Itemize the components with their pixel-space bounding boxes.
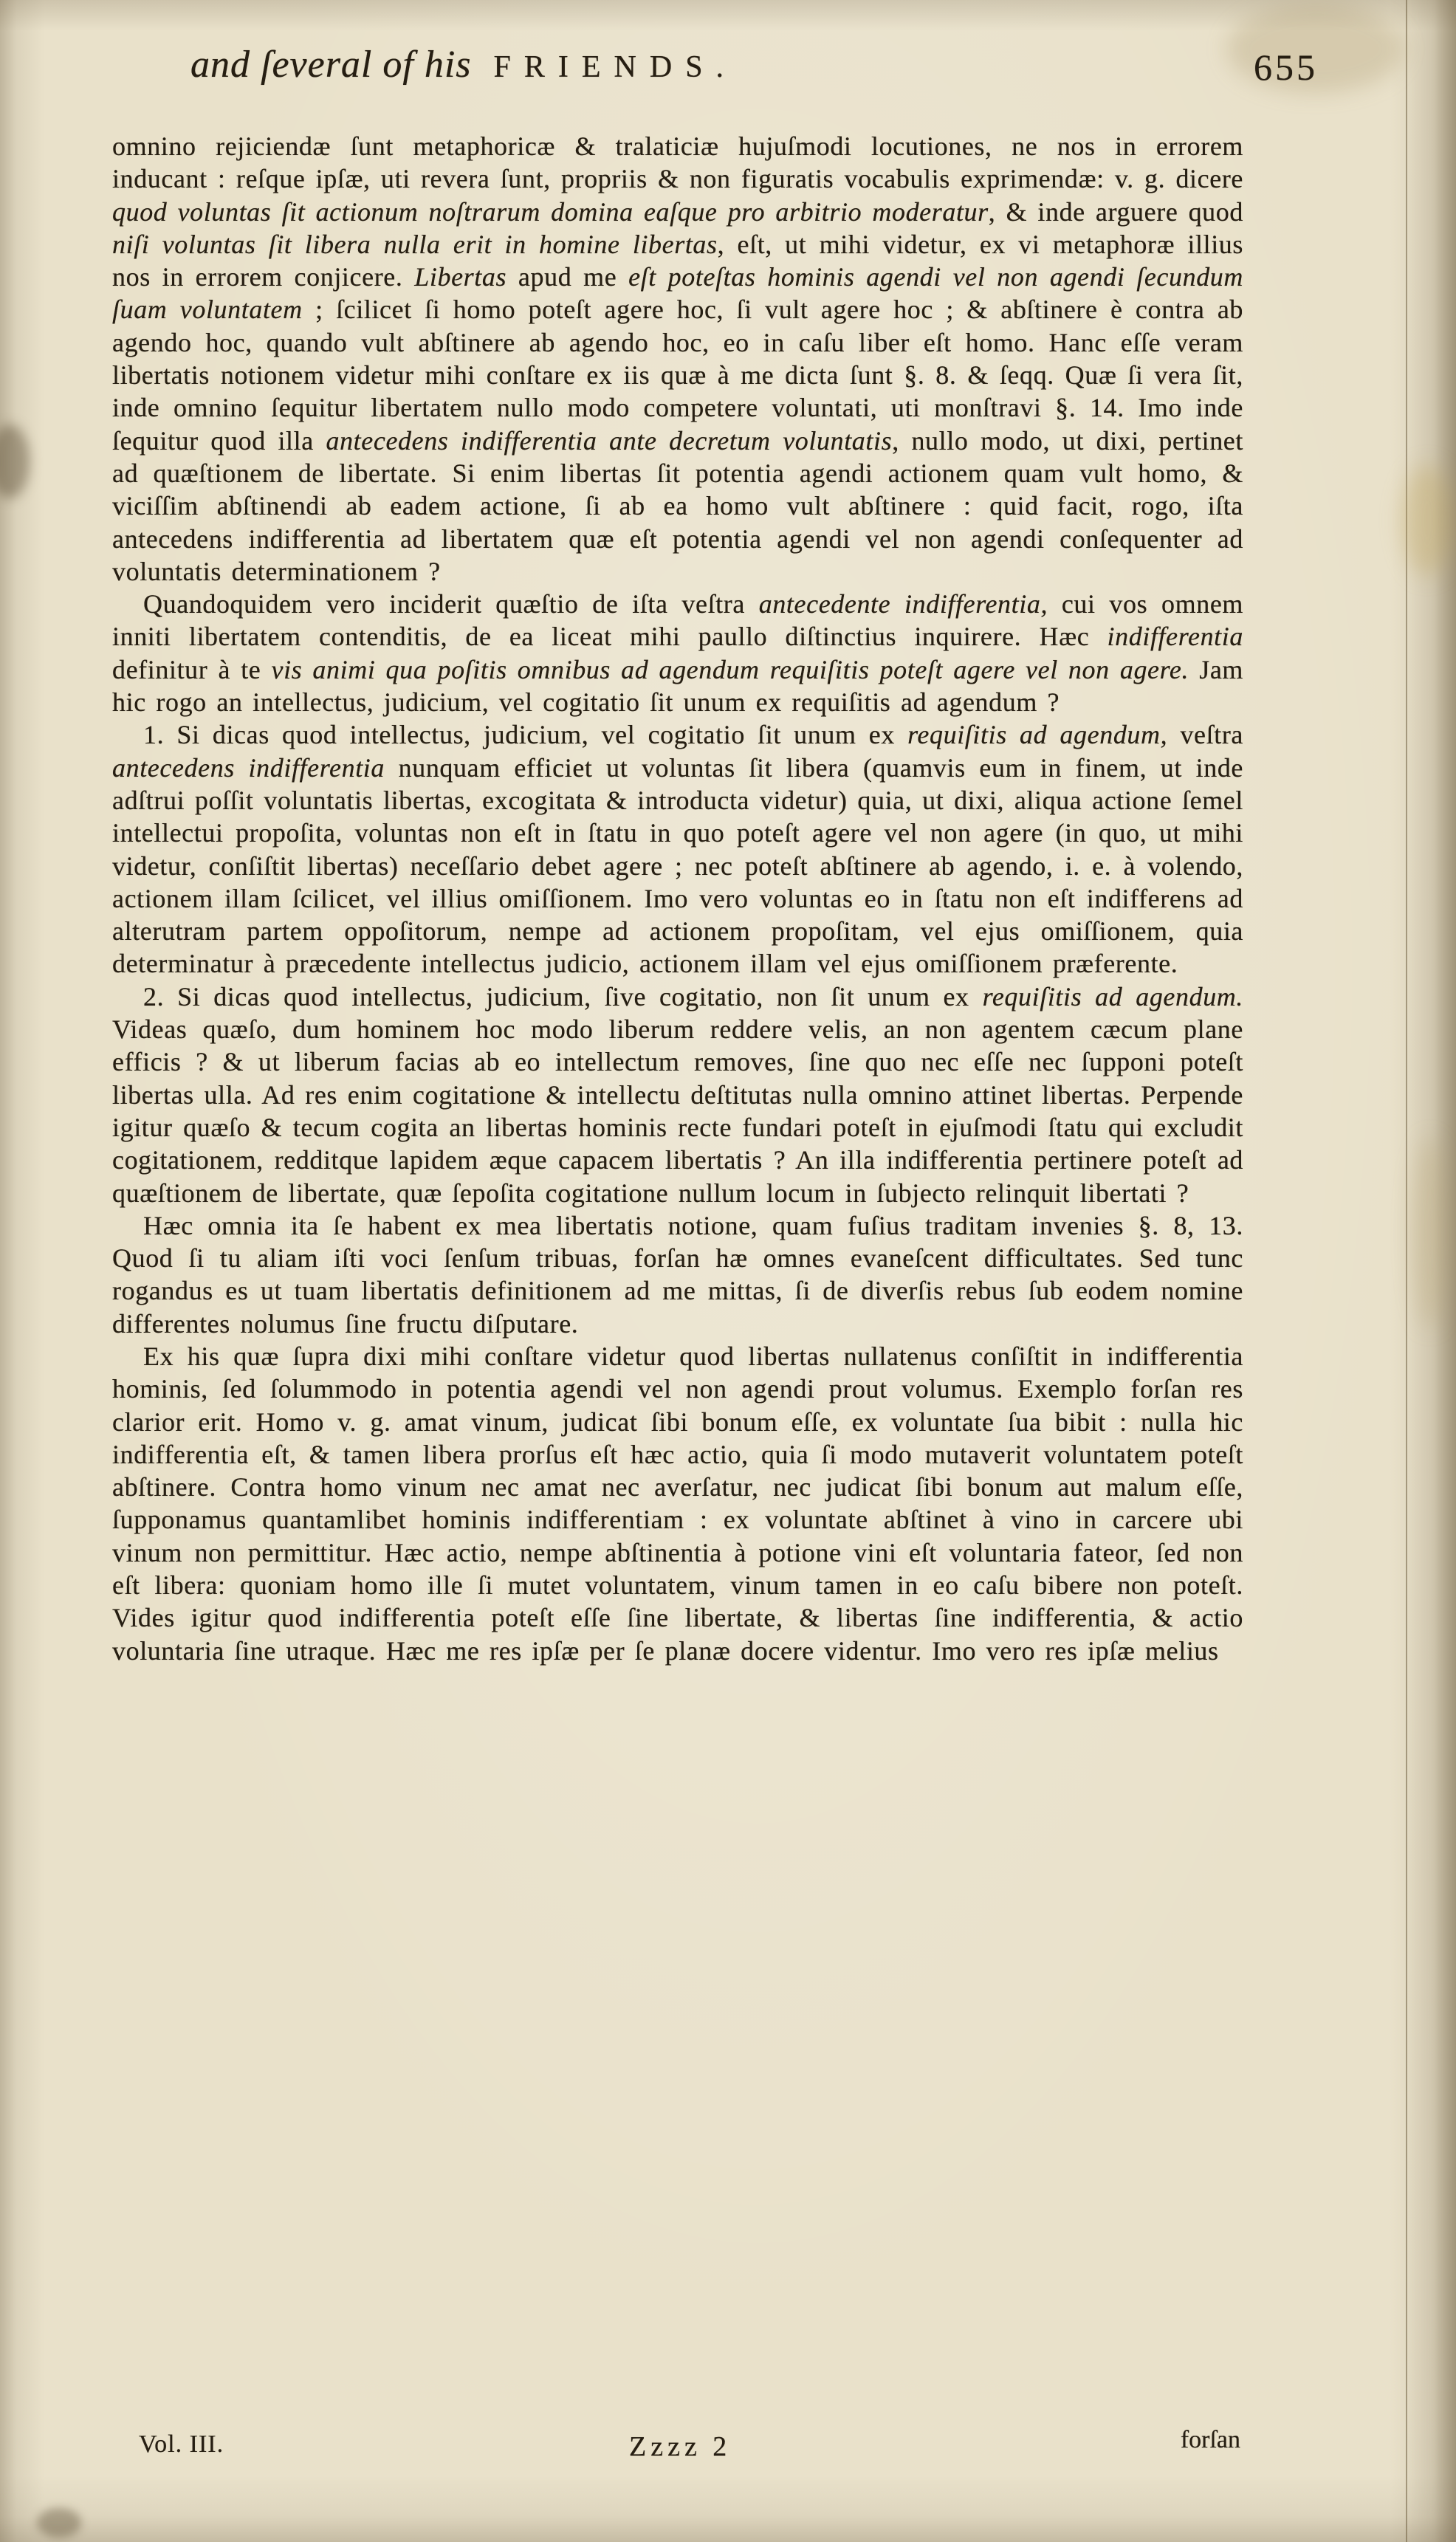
running-title-italic: and ſeveral of his [190, 44, 472, 86]
running-header [0, 43, 1456, 109]
paragraph [112, 1209, 1243, 1340]
italic-text-segment: indifferentia [1107, 622, 1243, 652]
page-body [112, 130, 1243, 1667]
paragraph [112, 718, 1243, 980]
text-segment: nunquam efficiet ut voluntas ſit libera (quamvis eum in finem, ut inde adſtrui poſſit voluntatis libertas, excogitata & introducta videtur) quia, ut dixi, aliqua actione ſemel intellectui propoſita, voluntas non eſt in ſtatu in quo poteſt agere vel non agere (in quo, ut mihi videtur, conſiſtit libertas) neceſſario debet agere ; nec poteſt abſtinere ab agendo, i. e. à volendo, actionem illam ſcilicet, vel illius omiſſionem. Imo vero voluntas eo in ſtatu non eſt indifferens ad alterutram partem oppoſitorum, nempe ad actionem propoſitam, vel ejus omiſſionem, quia determinatur à præcedente intellectus judicio, actionem illam vel ejus omiſſionem præferente. [112, 752, 1244, 979]
text-segment: 1. Si dicas quod intellectus, judicium, vel cogitatio ſit unum ex [143, 720, 908, 750]
paragraph [112, 130, 1243, 588]
text-segment: Hæc omnia ita ſe habent ex mea libertatis notione, quam fuſius traditam invenies §. 8, 13. Quod ſi tu aliam iſti voci ſenſum tribuas, forſan hæ omnes evaneſcent difficultates. Sed tunc rogandus es ut tuam libertatis definitionem ad me mittas, ſi de diverſis rebus ſub eodem nomine differentes nolumus ſine fructu diſputare. [112, 1210, 1243, 1339]
text-segment: 2. Si dicas quod intellectus, judicium, ſive cogitatio, non ſit unum ex [143, 981, 983, 1011]
paper-stain [37, 2508, 81, 2538]
text-segment: Jam hic rogo an intellectus, judicium, vel cogitatio ſit unum ex requiſitis ad agendum ? [112, 654, 1243, 718]
volume-label: Vol. III. [139, 2431, 224, 2458]
signature-mark: Zzzz 2 [629, 2431, 732, 2462]
text-segment: omnino rejiciendæ ſunt metaphoricæ & tralaticiæ hujuſmodi locutiones, ne nos in errorem inducant : reſque ipſæ, uti revera ſunt, propriis & non figuratis vocabulis exprimendæ: v. g. dicere [112, 131, 1243, 194]
page-number: 655 [1254, 47, 1318, 88]
italic-text-segment: antecedens indifferentia [112, 752, 385, 783]
italic-text-segment: vis animi qua poſitis omnibus ad agendum requiſitis poteſt agere vel non agere. [271, 654, 1189, 684]
catchword: forſan [1180, 2426, 1240, 2453]
italic-text-segment: quod voluntas ſit actionum noſtrarum domina eaſque pro arbitrio moderatur [112, 196, 989, 227]
page-footer [112, 2426, 1243, 2467]
text-segment: apud me [506, 262, 629, 292]
italic-text-segment: antecedente indifferentia, [758, 589, 1048, 619]
text-segment: , & inde arguere quod [988, 196, 1243, 227]
italic-text-segment: niſi voluntas ſit libera nulla erit in homine libertas [112, 229, 718, 259]
italic-text-segment: requiſitis ad agendum, [907, 720, 1168, 750]
italic-text-segment: Libertas [414, 262, 507, 292]
text-segment: Videas quæſo, dum hominem hoc modo liberum reddere velis, an non agentem cæcum plane efficis ? & ut liberum facias ab eo intellectum removes, ſine quo nec eſſe nec ſupponi poteſt libertas ulla. Ad res enim cogitatione & intellectu deſtitutas nulla omnino attinet libertas. Perpende igitur quæſo & tecum cogita an libertas hominis recte fundari poteſt in ejuſmodi ſtatu qui excludit cogitationem, redditque lapidem æque capacem libertatis ? An illa indifferentia pertinere poteſt ad quæſtionem de libertate, quæ ſepoſita cogitatione nullum locum in ſubjecto relinquit libertati ? [112, 1014, 1243, 1208]
italic-text-segment: eſt poteſtas hominis agendi vel non agendi ſecundum ſuam voluntatem [112, 262, 1244, 325]
paper-stain [0, 425, 30, 498]
text-segment: , eſt, ut mihi videtur, ex vi metaphoræ illius nos in errorem conjicere. [112, 229, 1243, 292]
paragraph [112, 1340, 1243, 1667]
text-segment: Ex his quæ ſupra dixi mihi conſtare videtur quod libertas nullatenus conſiſtit in indifferentia hominis, ſed ſolummodo in potentia agendi vel non agendi prout volumus. Exemplo forſan res clarior erit. Homo v. g. amat vinum, judicat ſibi bonum eſſe, ex voluntate ſua bibit : nulla hic indifferentia eſt, & tamen libera prorſus eſt hæc actio, quia ſi modo mutaverit voluntatem poteſt abſtinere. Contra homo vinum nec amat nec averſatur, nec judicat ſibi bonum aut malum eſſe, ſupponamus quantamlibet hominis indifferentiam : ex voluntate abſtinet à vino in carcere ubi vinum non permittitur. Hæc actio, nempe abſtinentia à potione vini eſt voluntaria fateor, ſed non eſt libera: quoniam homo ille ſi mutet voluntatem, vinum tamen in eo caſu bibere non poteſt. Vides igitur quod indifferentia poteſt eſſe ſine libertate, & libertas ſine indifferentia, & actio voluntaria ſine utraque. Hæc me res ipſæ per ſe planæ docere videntur. Imo vero res ipſæ melius [112, 1341, 1243, 1666]
text-segment: veſtra [1167, 720, 1243, 750]
italic-text-segment: requiſitis ad agendum. [982, 981, 1243, 1011]
italic-text-segment: antecedens indifferentia ante decretum voluntatis [326, 425, 893, 456]
text-segment: Quandoquidem vero inciderit quæſtio de iſta veſtra [143, 589, 759, 619]
text-segment: , nullo modo, ut dixi, pertinet ad quæſtionem de libertate. Si enim libertas ſit potentia agendi actionem quam vult homo, & viciſſim abſtinendi ab eadem actione, ſi ab ea homo vult abſtinere : quid facit, rogo, iſta antecedens indifferentia ad libertatem quæ eſt potentia agendi vel non agendi conſequenter ad voluntatis determinationem ? [112, 425, 1243, 586]
paragraph [112, 588, 1243, 718]
paragraph [112, 980, 1243, 1209]
text-segment: cui vos omnem inniti libertatem contenditis, de ea liceat mihi paullo diſtinctius inquirere. Hæc [112, 589, 1243, 652]
text-segment: ; ſcilicet ſi homo poteſt agere hoc, ſi vult agere hoc ; & abſtinere è contra ab agendo hoc, quando vult abſtinere ab agendo hoc, eo in caſu liber eſt homo. Hanc eſſe veram libertatis notionem videtur mihi conſtare ex iis quæ à me dicta ſunt §. 8. & ſeqq. Quæ ſi vera ſit, inde omnino ſequitur libertatem nullo modo competere voluntati, uti monſtravi §. 14. Imo inde ſequitur quod illa [112, 295, 1243, 456]
running-title-caps: FRIENDS. [493, 50, 738, 84]
page-edge-shadow [1406, 0, 1456, 2542]
running-title [190, 43, 737, 86]
text-segment: definitur à te [112, 654, 272, 684]
